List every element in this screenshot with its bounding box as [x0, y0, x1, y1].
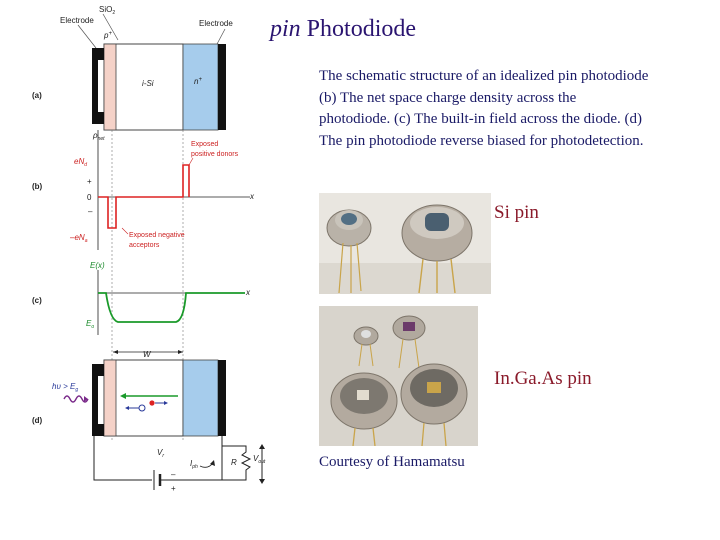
page-title: [270, 16, 416, 43]
label-end: $eN_d$: [74, 157, 88, 168]
field-curve: [98, 293, 245, 322]
pin-photodiode-figure: [30, 0, 280, 500]
caption-si-pin: Si pin: [494, 202, 539, 223]
label-donors-2: positive donors: [191, 151, 239, 158]
label-acceptors-1: Exposed negative: [129, 232, 185, 239]
label-battery-plus: +: [171, 484, 176, 493]
charge-density-curve: [98, 165, 189, 228]
label-electrode-left: Electrode: [60, 16, 94, 25]
label-eo: $E_o$: [86, 319, 95, 330]
label-plus: +: [87, 177, 92, 186]
bias-circuit: [94, 436, 262, 490]
label-minus: –: [88, 207, 93, 216]
electron-dot: [149, 400, 154, 405]
label-photon: $h\upsilon > E_g$: [52, 382, 79, 393]
label-n: n+: [194, 77, 202, 86]
si-pin-photo: [319, 193, 491, 294]
label-sio2: SiO$_2$: [99, 5, 116, 16]
label-zero: 0: [87, 193, 92, 202]
p-region: [104, 44, 116, 130]
label-acceptors-2: acceptors: [129, 242, 160, 249]
right-electrode: [218, 44, 226, 130]
label-x-b: x: [250, 192, 254, 201]
label-isi: i-Si: [142, 79, 154, 88]
label-ex: E(x): [90, 261, 105, 270]
figure-description: The schematic structure of an idealized pin photodiode (b) The net space charge density across the photodiode. (c) The built-in field across the diode. (d) The pin photodiode reverse biased for photodetection.: [319, 68, 649, 149]
ingaas-pin-photo: [319, 306, 478, 446]
title-italic: pin: [270, 16, 301, 42]
label-x-c: x: [246, 288, 250, 297]
label-battery-minus: –: [171, 470, 176, 479]
label-w: W: [143, 350, 151, 359]
label-iph: $I_{ph}$: [190, 459, 198, 470]
left-electrode: [92, 48, 104, 124]
caption-ingaas-pin: In.Ga.As pin: [494, 368, 592, 389]
caption-courtesy: Courtesy of Hamamatsu: [319, 454, 465, 470]
label-panel-a: (a): [32, 91, 42, 100]
label-donors-1: Exposed: [191, 141, 219, 148]
label-panel-d: (d): [32, 416, 43, 425]
title-rest: Photodiode: [306, 16, 417, 42]
label-p: p+: [104, 31, 112, 40]
hole-dot: [139, 405, 145, 411]
label-rho-net: $\rho_{net}$: [93, 131, 105, 142]
label-panel-b: (b): [32, 182, 43, 191]
label-vout: $V_{out}$: [253, 454, 266, 465]
n-region: [183, 44, 218, 130]
label-ena: $-eN_a$: [70, 233, 88, 244]
label-r: R: [231, 458, 237, 467]
label-electrode-right: Electrode: [199, 19, 233, 28]
label-vr: $V_r$: [157, 448, 165, 459]
label-panel-c: (c): [32, 296, 42, 305]
